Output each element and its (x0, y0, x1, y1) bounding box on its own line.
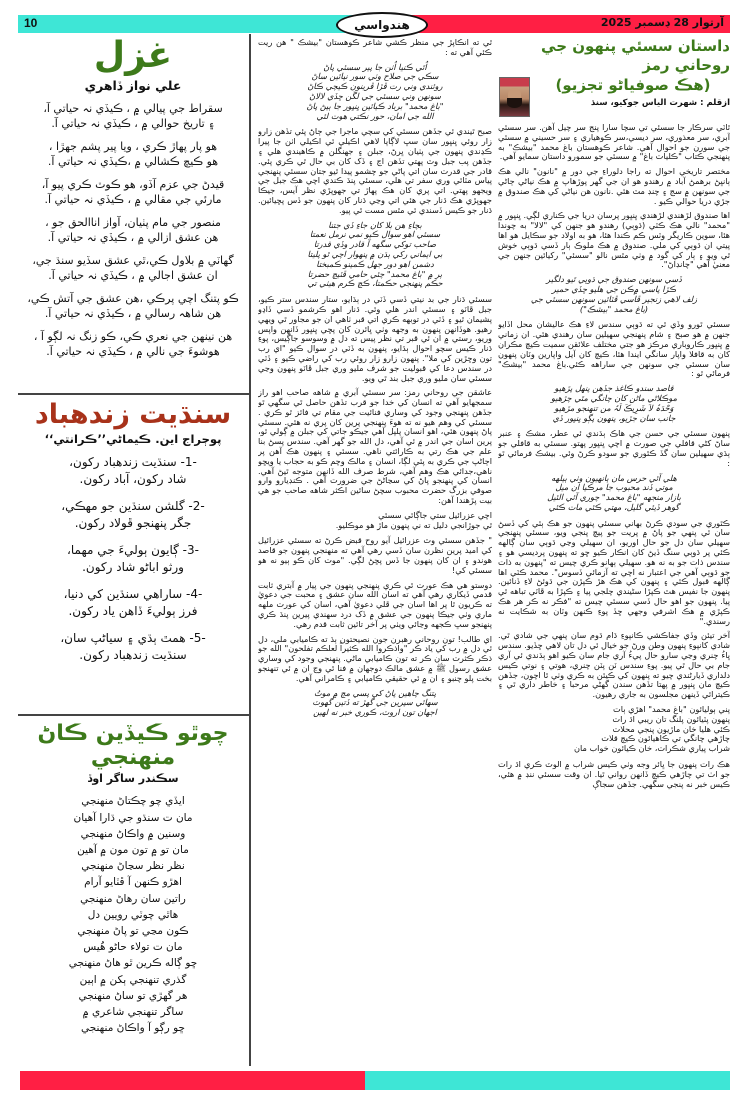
couplet (20, 215, 246, 245)
verse-line: روئندي وني رت ڦڙا ڦرينون ڪيچي ڪاڻ (307, 81, 443, 92)
verse-line: هاٿي چوٽي رويين دل (87, 908, 179, 921)
verse-line: مان ت سنڌو جي ڌارا آهيان (73, 811, 193, 824)
article-paragraph: آخر تيئن وڏي جفاڪشي ڪانپوءِ ڌام ڌوم سان پنهي جي شادي ٿي. شادي کانپوءِ پنهون وطن ورڻ جو خيال ئي دل تان لاهي ڇڏيو. سندس ڀاءُ چنري وڃي سارو حال پيءُ آري جام سان ڪيو اهو ٻڌندي ئي آري جام بي حال ٿي پيو. پوءِ سندس ٽن پٽن چنري، هوتي ۽ نوتي ڪيس دلداري ڏيارڻندي چيو ته پنهون کي ڪيئن به ڪري وٺي ٿا اچون، جڏهن ڪيچ مان ڀنڀور ۾ پهتا تڏهن سندن گهڻي مرحبا ۽ خاطر داري ٿي ۽ ڪيترائي ڏينهن مجلسون به جاري رهيون. (498, 630, 730, 700)
verse-line: وَحْدَہُ لاَ شَرِيڪَ لَہُ من تنهنجو مڙهيو (554, 402, 674, 413)
verse-line: ۽ تاريخ حوالي ۾ ، ڪيڏي نہ حياتي آ. (51, 116, 215, 130)
verse-line: ٿي جوڙانجي دليل ته ني پنهون ماڙ هو موڪليو. (335, 519, 492, 530)
article-paragraph: " جڏهن سسئي وٽ عزرائيل آيو روح قبض ڪرڻ ته سسئي عزرائيل کي اميد پرين نظرن سان ڏسي رهي آهي ته منهنجي پنهون جو قاصد هوندو ۽ ان کان پنهون جا ڏس پڇڻ لڳي. "موت کان ڪو ٻيو نه هو سسئي کي! (258, 535, 492, 575)
verse-block (498, 474, 730, 513)
verse-line: راتين سان رهاڻ منهنجي (80, 892, 186, 905)
verse-line: هن شاهہ رسالي ۾ ، ڪيڏي نہ حياتي آ. (44, 306, 222, 320)
verse-line: پنهون پٽيائون پلنگ تان ريبي اڌ رات (612, 713, 730, 724)
verse-line: حڪم پنهنجي حڪمتا، ڪچ ڪرم هيٺي تي (307, 278, 443, 289)
verse-line: اهڙو ڪنهن آ ڦٽايو آرام (84, 876, 182, 889)
verse-line: ڇو ڳاله ڪرين ٿو هاڻ منهنجي (68, 957, 198, 970)
verse-line: ڏسي سونهن صندوق جي ڌوٻي ٿيو دلگير (546, 274, 682, 285)
poem-title: سنڌيت زندهباد (34, 400, 232, 430)
poem-author: علي نواز ڏاهري (84, 77, 182, 93)
column-divider (249, 34, 251, 1066)
verse-line: -2- گلشن سنڌين جو مهڪي، (61, 498, 205, 513)
verse-line: سڪي جي صلاح وٺي سور نيائين ساڻ (311, 71, 439, 82)
couplet (20, 291, 246, 321)
poem-sindhiat-zindabad (20, 400, 246, 712)
verse-line: گذري تنهنجي ٻکن ۾ اٻين (79, 973, 187, 986)
poem-chotho-kaden (20, 722, 246, 1066)
verse-line: منصور جي مام پٺيان، آواز اناالحق جو ، (45, 215, 221, 229)
verse-line: -4- ساراهي سنڌين کي دنيا، (63, 586, 203, 601)
verse-line: دشمن اهو دور جهل ڪمينو ڪمبختا (316, 258, 434, 269)
verse-line: جانب سان جڙيو، پنهون پڳو ڀنڀور ڏي (552, 412, 676, 423)
verse-line: هو ڪيچ ڪشالي ۾ ،ڪيڏي نہ حياتي آ. (47, 154, 219, 168)
verse-line: سسئي اهو سوال ڪيو نمي نرمل نعمتا (309, 229, 441, 240)
poem-ghazal (20, 36, 246, 392)
article-paragraph: صبح ٿيندي ئي جڏهن سسئي کي سچي ماجرا جي ڄاڻ پئي تڏهن زارو زار روئي ڀنڀور سان سڀ لاڳاپا لاهي اڪيلي ئي اڪيلي اٺن جا پيرا ڪڍندي پنهون جي پٺيان ڀرڻ، جبلن ۽ جهنگلن ۾ ڪاهيندي هلي ۽ جڏهن پب جبل وٽ پهتي تڏهن اڃ ۽ ڏک کان بي حال ٿي ڪري پئي. قادر جي قدرت سان اتي پاڻي جو چشمو پيدا ٿيو جتان سسئي پنهنجي پياس مٽائي وري سفر تي هلي، سسئي پنڌ ڪندي اچي هڪ جبل جي ويجهو پهتي. اتي پري کان هڪ پهاڙ تي جهوپڙي نظر آيس، جيڪا جهوپڙي هڪ ڌنار جي هئي اتي وڃي ڌنار کان پنهون جو ڏس پڇيائين. ڌنار جو ڪيس ڏسندي ئي مٿس مست ٿي پيو. (258, 126, 492, 215)
verse-line: ڪڙا پاسي ۾ڪن جي هليو ڇڏي حمير (551, 283, 677, 294)
verse-line: -1- سنڌيت زندهباد رکون، (69, 454, 197, 469)
verse-line: فرز ٻوليءَ ڏاهن ياد رکون. (68, 603, 198, 618)
article-byline: ازقلم : شهرت الياس جوکيو، سنڌ (590, 98, 730, 108)
stanza (20, 630, 246, 664)
article-title: داستان سسئي پنهون جي روحاني رمز (541, 37, 730, 74)
verse-line: هن نينهن جي نعري ڪي، ڪو زنگ نہ لڳو آ ، (33, 329, 233, 343)
verse-line: موتي ڏند محبوب جا مرڪيا ان ميل (555, 482, 673, 493)
poem-title: چوٿو ڪيڏين ڪاڻ منهنجي (37, 722, 229, 771)
verse-line: ايڏي چو چڪتاڻ منهنجي (81, 795, 185, 808)
verse-line: صاحب توکي سگهه آ قادر وڏي قدرتا (313, 239, 437, 250)
poem-author: سڪندر ساگر اوڏ (87, 772, 179, 786)
verse-block (258, 511, 492, 531)
verse-block (258, 689, 492, 718)
verse-block (258, 221, 492, 290)
article-column-middle (258, 38, 492, 1066)
article-paragraph: ٿي ته انڪاپڙ جي منظر ڪشي شاعر ڪوهستان "بيشڪ " هن ريت ڪئي آهي ته : (258, 38, 492, 57)
article-paragraph: پنهون سسئي جي حسن جي هاڪ ٻڌندي ئي عطر، مشڪ ۽ عنبر ساڻ کڻي قافلي جي صورت ۾ اچي ڀنڀور پهتو. سسئي به قافلي جو ٻڌي سهيلين سان گڏ ڪٿوري جو سودو ڪرڻ وئي. بيشڪ فرمائي ٿو : (498, 428, 730, 468)
couplet (20, 329, 246, 359)
article-paragraph: مختصر تاريخي احوال ته راجا دلوراءِ جي دور ۾ "نانون" نالي هڪ ٻانڀڻ برهمڻ آباد ۾ رهندو هو ان جي گهر پوڙهاپ ۾ هڪ نياڻي ڄاڻي جي سونهن ۾ سج ۽ چنڊ مٽ هئي .نانون هن نياڻي کي هڪ صندوق ۾ جڙي دريا حوالي ڪيو . (498, 166, 730, 206)
verse-line: قاصد سندو ڪاغذ جڏهن پنهل پڙهيو (554, 383, 674, 394)
verse-line: موڪلاڻي ماڻن کان چانگي مٿي چڙهيو (551, 392, 677, 403)
poem-author: پوڄراج اين. ڪيماڻي’’ڪرانتي‘‘ (44, 431, 222, 446)
verse-line: گهاٽي ۾ بلاول ڪي،ٿي عشق سڏيو سنڌ جي، (32, 253, 234, 267)
verse-line: ڪون مڃي تو پاڻ منهنجي (77, 925, 189, 937)
verse-line: سهائي سپرين جي گهڙ ته ڏتين گهوٽ (312, 697, 438, 708)
section-divider (18, 393, 249, 395)
footer-bar-cyan (365, 1071, 730, 1090)
verse-line: قيدڻ جي عزم آڏو، هو ڪوٽ ڪري پيو آ، (41, 177, 225, 191)
article-paragraph: سسئي ٿورو وڏي ٿي ته ڌوٻي سندس لاءِ هڪ عاليشان محل اڏايو جنهن ۾ هو صبح ۽ شام پنهنجي سهيلين سان رهندي هئي. ان زماني ۾ ڀنڀور ڪاروباري مرڪز هو جتي مختلف علائقن سميت ڪيچ مڪران کان به قافلا واپار سانگي ايندا هئا، ڪيچ کان آيل واپارين وٽان پنهون سان سسئي جي سونهن جي ساراهه ڪئي.باغ محمد "بيشڪ" فرمائي ٿو : (498, 319, 730, 379)
issue-date: آرتوار 28 ڊسمبر 2025 (600, 16, 724, 29)
verse-line: اچي عزرائيل ستي جاڳائي سسئي (378, 509, 492, 520)
stanza (20, 498, 246, 532)
verse-line: هوشوءَ جي نالي ۾ ، ڪيڏي نہ حياتي آ. (46, 344, 220, 358)
verse-line: نظر نظر سڃاڻ منهنجي (81, 860, 185, 873)
stanza (20, 542, 246, 576)
verse-line: سونهن وني سسئي جي لڱن ڇڏي لالاڻ (309, 90, 441, 101)
verse-line: بازار منجهه "باغ محمد" چوري آئي الئيل (547, 492, 681, 503)
footer-bar-red (20, 1071, 365, 1090)
verse-line: زلف لاهي زنجير ڦاسي ڦٽائين سونهن سسئي جي (530, 293, 698, 304)
article-paragraph: ٿاٽي سرڪار جا سسئي تي سچا سارا پنج سر چيل آهن. سر سسئي آبري، سر معذوري، سر ديسي،سر ڪوهياري ۽ سر حسيني ۾ سسئي جي سورن جو احوال آهي. شاعر ڪوهستان باغ محمد "بيشڪ" به پنهنجي ڪتاب "ڪليات باغ" ۾ سسئي جو سمورو داستان سمايو آهي. (498, 122, 730, 162)
couplet (20, 139, 246, 169)
verse-line: بي ايماني رکي ٻڌن ۾ پنهوار اچي ٿو پليتا (307, 248, 443, 259)
verse-line: ورثو اباڻو شاد رکون. (82, 559, 184, 574)
verse-line: هر گهڙي تو ساڻ منهنجي (78, 989, 188, 1002)
article-paragraph: عاشقن جي روحاني رمز: سر سسئي آبري ۾ شاهه صاحب اهو راز سمجهايو آهي ته انسان کي خدا جو قرب تڏهن حاصل ٿي سگهي ٿو جڏهن پنهنجي وجود کي وساري فنائيت جي مقام تي فائز ٿو ڪري . سسئي کي وهم هيو نه ته هوءَ پنهنجي پرين کان پري نه هئي. سسئي پاڻ پنهون هئي، اهو انسان پلپل آهي جيڪو جاتي کي جبلن ۾ ڳولي ٿو، پرين اسان جي اندر ۾ ئي آهي، دل الله جو گهر آهي. سندس پسڻ بنا علم جي هڪ رتي به ڪارائتي ناهي. سسئي ۽ پنهون هڪ آهن پر اڄاڻپ جي ڪري به پئي لڳا، انسان ۽ مالڪ وچم ڪو به حجاب يا ويڇو ناهي،جدائي هڪ وهم آهي، شرط صرف الله ڏانهن متوجه ٿيڻ آهي. انسان کي پنهنجو پاڻ کي سڃاڻڻ جي ضرورت آهي . ڪنڊيارو وارو صوفي بزرگ حضرت محبوب سچڻ سائين اڪثر شاهه صاحب جو هي بيت پڙهندا آهن: (258, 387, 492, 506)
verse-line: هن عشق ازالي ۾ ، ڪيڏي نہ حياتي آ. (47, 230, 219, 244)
verse-line: وسنين ۾ واڪاڻ منهنجي (80, 827, 186, 840)
article-header (498, 37, 730, 119)
verse-block (258, 63, 492, 122)
newspaper-logo: هندواسي (336, 12, 428, 38)
section-divider (18, 714, 249, 716)
verse-line: سقراط جي پيالي ۾ ، ڪيڏي نہ حياتي آ، (43, 101, 223, 115)
couplet (20, 253, 246, 283)
verse-line: پني ٻوليائون "باغ محمد" اهڙي ٻات (613, 704, 730, 715)
author-photo (499, 77, 530, 117)
verse-line: ڪو پتنگ اچي پرڪي ،هن عشق جي آتش ڪي، (27, 291, 239, 305)
poem-title: غزل (93, 36, 173, 76)
verse-block (498, 275, 730, 314)
stanza (20, 586, 246, 620)
article-paragraph: ڪٿوري جي سودي ڪرڻ بهاني سسئي پنهون جو هڪ ٻئي کي ڏسڻ سان ئي پنهي جو پاڻ ۾ پريت جو پيچ پنجي ويو، سسئي پنهنجي سهيلي سان دل جو حال اوريو، ان سهيلي وڃي ڌوٻي سان ڳالهه ڪئي پر ڌوٻي سنگ ڏيڻ کان انڪار ڪيو ڇو ته پنهون پرديسي هو ۽ سندس ذات جو به نه هو. سهيلي ٻهانو ڪري چيس ته "پنهون به ذات جو ڌوٻي آهي جي اعتبار نه اچي ته آزمائي ڏسوس". محمد ڪٽي اها ڳالهه قبول ڪئي ۽ پنهون کي هڪ هڙ ڪپڙن جي ڌوئڻ لاءِ ڏنائين. پنهون جا نفيس هٿ ڪپڙا سڻيندي چلجي پيا ۽ ڪپڙا به ڦاٽي تباهه ٿي پيا. پنهون جو اهو حال ڏسي سسئي چيس ته "فڪر نه ڪر هر هڪ ڪپڙي ۾ هڪ اشرفي وجهي ڇڏ پوءِ ڪنهن وٽان به شڪايت نه رسندي." (498, 517, 730, 626)
article-paragraph: اي طالب! تون روحاني رهبرن جون نصيحتون ٻڌ ته ڪاميابي ملي، دل ئي دل ۾ رب کي ياد ڪر "واذڪروا الله ڪثيراً لعلڪم تفلحون" الله جو ذڪر ڪثرت سان ڪر ته تون ڪاميابي ماڻي. پنهنجي وجود کي وساري عشق رسول ﷺ ۾ عشق مالڪ دوجهان ۾ فنا ٿي وڃ ان ۾ ئي تنهنجو بخت پلو چنبو ۽ ان ۾ ئي حقيقي ڪاميابي ۽ ڪامراني آهي. (258, 633, 492, 683)
verse-line: (باغ محمد "بيشڪ") (579, 303, 649, 314)
verse-line: مان تو ۾ تون مون ۾ آهين (77, 843, 189, 856)
verse-line: "باغ محمد" برباد ڪيائين ڀنڀور جا ٻيڻ پاڻ (306, 100, 444, 111)
verse-block (498, 384, 730, 423)
verse-line: اُٿي ڪنيا اُٺن جا پير سسئي پاڻ (323, 61, 427, 72)
verse-line: مان ت تولاء حاڻو هُيس (83, 941, 183, 954)
stanza (20, 454, 246, 488)
verse-line: -5- همٿ ٻڌي ۽ سياڻپ سان، (60, 630, 206, 645)
article-paragraph: سسئي ڌنار جي بد نيتي ڏسي ڏٽي در ٻڌايو، ستار سندس ستر ڪيو، جبل ڦاٽو ۽ سسئي اندر هلي وئي. ڌنار اهو ڪرشمو ڏسي ڏاڍو پشيمان ٿيو ۽ ڏٽي در توبهه ڪري اتي قبر ٺاهي ان جو مجاور ٿي ويهي رهيو. هوڏانهن پنهون به وجهه وٺي ڀائرن کان پڇي ڀنڀور ڏانهن واپس وريو، رستي ۾ ان ئي قبر تي نظر پيس ته دل ۾ وسوسو جاڳيس، پوءِ ڌنار ڪيس سچو احوال ٻڌايو، پنهون به ڏٽي در سوال ڪيو "اي رب تون وڇڙين کي ملا". پنهون زارو زار روئي رب کي راضي ڪيو ۽ ڏٽي در سندس دعا کي قبوليت جو شرف مليو وري جبل ڦاٽو پنهون وڃي سسئي سان مليو وري جبل بند ٿي ويو. (258, 294, 492, 383)
page-header-bar (18, 15, 730, 33)
verse-line: مارئي جي مقالي ۾ ، ڪيڏي نہ حياتي آ. (44, 192, 222, 206)
article-paragraph: اها صندوق لڙهندي لڙهندي ڀنڀور پرسان دريا جي ڪناري لڳي. ڀنڀور ۾ "محمد" نالي هڪ ڪٽي (ڌوٻي) رهندو هو جنهن کي "لالا" به چوندا هئا، سوين ڪاريگر وٽس ڪم ڪندا هئا، هو به اولاد جو سڪايل هو اها پيتي ان ڌوٻي کي ملي. صندوق ۾ هڪ ملوڪ ٻار ڏسي ڌوٻي خوش ٿي ويو ۽ ٻار کي گود ۾ وٺي مٿس نالو "سسئي" رکيائين جنهن جي معنيٰ آهي "چانڊاڻ". (498, 210, 730, 270)
verse-line: الله جي امان، حور نڪتي هوت لئي (316, 110, 434, 121)
verse-line: سنڌيت زندهباد رکون. (79, 647, 187, 662)
verse-line: ساگر تنهنجي شاعري ۾ (82, 1006, 184, 1019)
article-paragraph: دوستو هي هڪ عورت ٿي ڪري پنهنجي پنهون جي پيار ۾ آبتري ثابت قدمي ڏيکاري رهي آهي ته اسان الله سان عشق ۽ محبت جي دعويٰ ته ڪريون ٿا پر اها اسان جي ڦلي دعويٰ آهي، اسان کي عورت ملهه ماري وٺي جيڪا پنهون جي عشق ۾ ڏک درد سهندي پيرين پنڌ ڪري پنهنجو سڀ ڪجهه وڃائي ويٺي پر آخر تائين ثابت قدم رهي. (258, 579, 492, 629)
article-paragraph: هڪ رات پنهون جا ڀائر وجه وٺي ڪيس شراب ۾ الوٽ ڪري اڌ رات جو اٺ تي چاڙهي ڪيچ ڏانهن رواني ٿيا. ان وقت سسئي ننڊ ۾ هئي، ڪيس خبر نه پنجي سگهي. جڏهن سجاڳ (498, 759, 730, 789)
page-number: 10 (24, 16, 38, 30)
article-column-right (498, 37, 730, 1066)
verse-line: جگر پنهنجو ڦولاد رکون. (74, 515, 192, 530)
verse-line: ڇو رڳو آ واڪاڻ منهنجي (80, 1022, 186, 1035)
verse-line: ڪئي هليا خان ماڙيون پنجي محلات (612, 723, 730, 734)
verse-line: شراب پياري شڪرات، خان ڪيائون خواب مان (573, 743, 730, 754)
verse-line: هلي آئي حرس مان ٻانهيون وٺي ٻيلهه (551, 472, 677, 483)
verse-block (498, 705, 730, 754)
verse-line: اجهان تون اروٽ، ڪوري خبر نه لهين (313, 707, 437, 718)
article-subtitle: (هڪ صوفياڻو تجزيو) (555, 76, 711, 94)
verse-line: ان عشق اجالي ۾ ، ڪيڏي نہ حياتي آ. (48, 268, 218, 282)
verse-line: -3- ڳايون ٻوليءَ جي مهما، (67, 542, 199, 557)
verse-line: بچاءِ هن بلا کان جاءِ ڏي جتنا (328, 219, 422, 230)
verse-line: پتنگ چاهين پاڻ کي پسي مچ ۾ موتُ (313, 687, 437, 698)
couplet (20, 101, 246, 131)
verse-line: هو پار پهاڙ ڪري ، ويا پير پشم جهڙا ، (48, 139, 218, 153)
verse-line: شاد رکون، آباد رکون. (79, 471, 187, 486)
verse-line: چاڙهي چانگي تي ڪاهيائون ڪيچ قلات (601, 733, 730, 744)
couplet (20, 177, 246, 207)
verse-line: ٻر ۾ "باغ محمد" چئي حامي ڦٽيچ حضرتا (307, 268, 443, 279)
verse-line: گوهر ڏيئي گليل، مهتي ڪئي مات ڪئي (548, 501, 680, 512)
